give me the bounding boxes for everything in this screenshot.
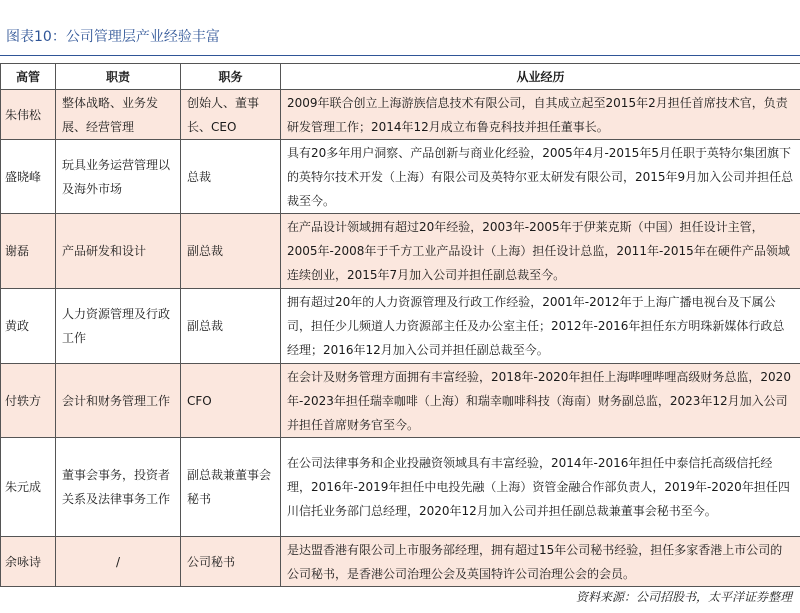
executive-name: 余咏诗 [1, 537, 56, 587]
executive-experience: 在公司法律事务和企业投融资领域具有丰富经验，2014年-2016年担任中泰信托高级信托经理，2016年-2019年担任中电投先融（上海）资管金融合作部负责人，2019年-2020年担任四川信托业务部门总经理，2020年12月加入公司并担任副总裁兼董事会秘书至今。 [281, 438, 800, 537]
header-executive: 高管 [1, 64, 56, 90]
header-duty: 职责 [56, 64, 181, 90]
executive-position: 副总裁 [181, 289, 281, 364]
executive-duty: 整体战略、业务发展、经营管理 [56, 90, 181, 140]
executive-position: CFO [181, 364, 281, 438]
executive-name: 付轶方 [1, 364, 56, 438]
table-row [1, 90, 800, 140]
executive-duty: / [56, 537, 181, 587]
executive-position: 副总裁 [181, 214, 281, 289]
executive-name: 盛晓峰 [1, 140, 56, 214]
executive-experience: 拥有超过20年的人力资源管理及行政工作经验，2001年-2012年于上海广播电视台及下属公司，担任少儿频道人力资源部主任及办公室主任；2012年-2016年担任东方明珠新媒体行政总经理；2016年12月加入公司并担任副总裁至今。 [281, 289, 800, 364]
source-note: 资料来源：公司招股书，太平洋证券整理 [575, 590, 792, 604]
table-row [1, 364, 800, 438]
table-row [1, 438, 800, 537]
executive-experience: 在产品设计领域拥有超过20年经验，2003年-2005年于伊莱克斯（中国）担任设计主管，2005年-2008年于千方工业产品设计（上海）担任设计总监，2011年-2015年在硬件产品领域连续创业，2015年7月加入公司并担任副总裁至今。 [281, 214, 800, 289]
executive-position: 副总裁兼董事会秘书 [181, 438, 281, 537]
table-row [1, 140, 800, 214]
executive-experience: 2009年联合创立上海游族信息技术有限公司，自其成立起至2015年2月担任首席技术官，负责研发管理工作；2014年12月成立布鲁克科技并担任董事长。 [281, 90, 800, 140]
title-divider [0, 55, 800, 56]
table-header-row [1, 64, 800, 90]
management-table [0, 63, 800, 587]
executive-duty: 玩具业务运营管理以及海外市场 [56, 140, 181, 214]
executive-experience: 具有20多年用户洞察、产品创新与商业化经验，2005年4月-2015年5月任职于英特尔集团旗下的英特尔技术开发（上海）有限公司及英特尔亚太研发有限公司，2015年9月加入公司并担任总裁至今。 [281, 140, 800, 214]
executive-position: 公司秘书 [181, 537, 281, 587]
executive-name: 谢磊 [1, 214, 56, 289]
table-row [1, 214, 800, 289]
figure-title: 图表10：公司管理层产业经验丰富 [6, 29, 220, 45]
executive-experience: 在会计及财务管理方面拥有丰富经验，2018年-2020年担任上海哔哩哔哩高级财务总监，2020年-2023年担任瑞幸咖啡（上海）和瑞幸咖啡科技（海南）财务副总监，2023年12月加入公司并担任首席财务官至今。 [281, 364, 800, 438]
executive-name: 朱元成 [1, 438, 56, 537]
header-experience: 从业经历 [281, 64, 800, 90]
executive-name: 朱伟松 [1, 90, 56, 140]
executive-position: 总裁 [181, 140, 281, 214]
executive-duty: 会计和财务管理工作 [56, 364, 181, 438]
executive-duty: 人力资源管理及行政工作 [56, 289, 181, 364]
executive-experience: 是达盟香港有限公司上市服务部经理，拥有超过15年公司秘书经验，担任多家香港上市公司的公司秘书，是香港公司治理公会及英国特许公司治理公会的会员。 [281, 537, 800, 587]
executive-duty: 产品研发和设计 [56, 214, 181, 289]
executive-name: 黄政 [1, 289, 56, 364]
executive-position: 创始人、董事长、CEO [181, 90, 281, 140]
table-row [1, 537, 800, 587]
header-position: 职务 [181, 64, 281, 90]
table-row [1, 289, 800, 364]
executive-duty: 董事会事务，投资者关系及法律事务工作 [56, 438, 181, 537]
